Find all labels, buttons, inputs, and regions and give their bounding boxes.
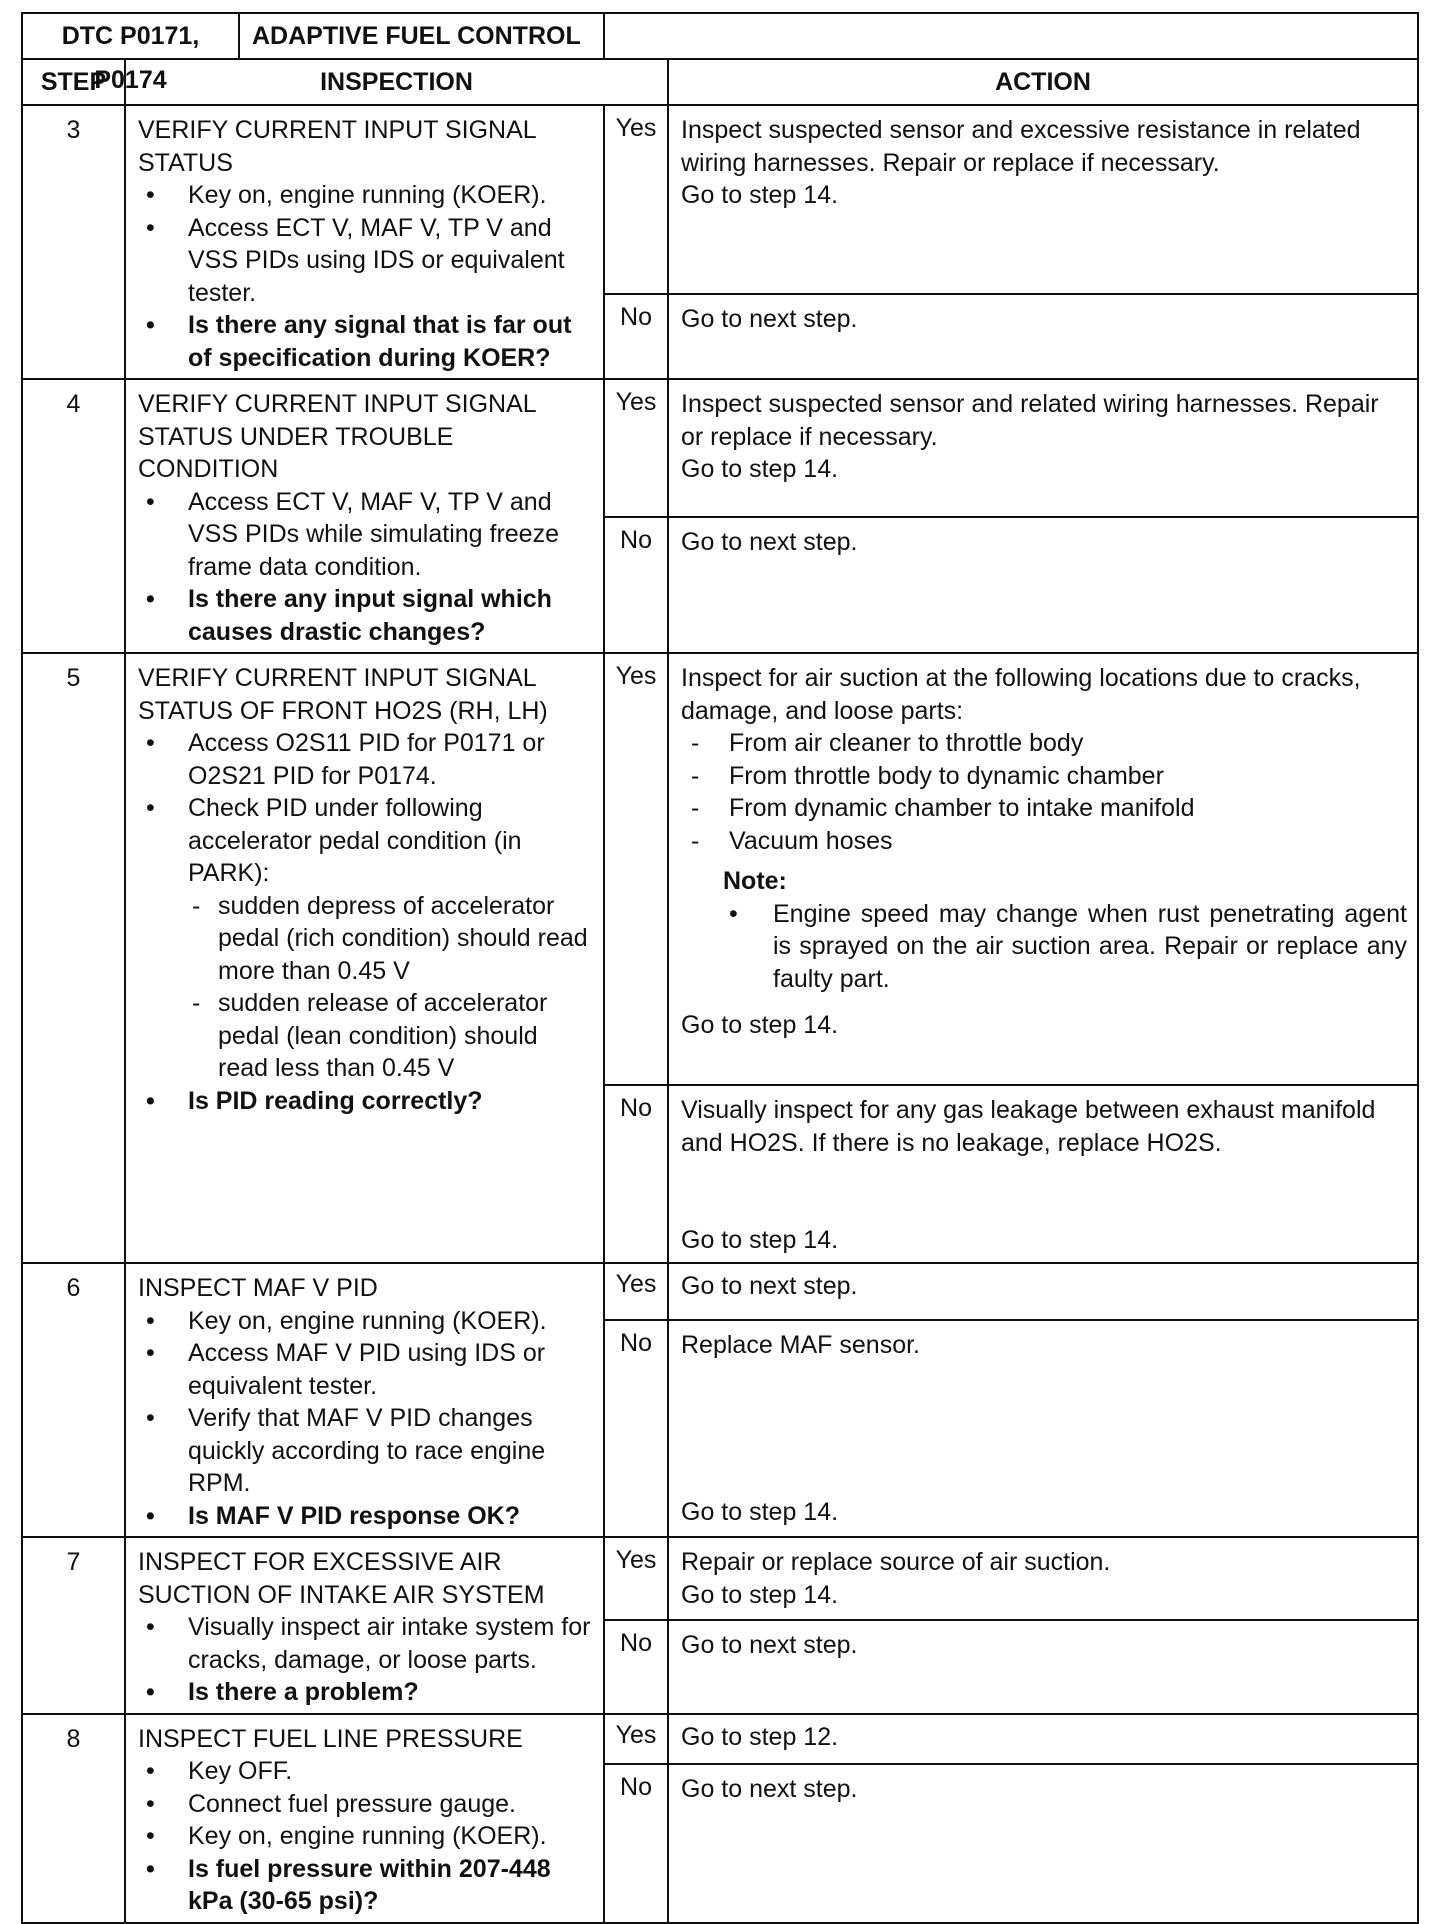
inspection-title: INSPECT FOR EXCESSIVE AIR SUCTION OF INTAKE AIR SYSTEM (138, 1548, 545, 1609)
yes-action: Go to step 12. (668, 1714, 1418, 1764)
table-row-step-4 (22, 379, 1418, 517)
inspection-title: VERIFY CURRENT INPUT SIGNAL STATUS UNDER TROUBLE CONDITION (138, 390, 536, 483)
yes-label: Yes (604, 653, 668, 1085)
inspection-bullet: • Access ECT V, MAF V, TP V and VSS PIDs while simulating freeze frame data condition. (138, 486, 593, 584)
inspection-bullet: • Access MAF V PID using IDS or equivalent tester. (138, 1337, 593, 1402)
yes-label: Yes (604, 379, 668, 517)
note-text: • Engine speed may change when rust penetrating agent is sprayed on the air suction area. Repair or replace any faulty part. (681, 898, 1407, 996)
inspection-title: INSPECT FUEL LINE PRESSURE (138, 1724, 523, 1753)
inspection-sub-item: - sudden release of accelerator pedal (lean condition) should read less than 0.45 V (138, 987, 593, 1085)
table-row-step-5 (22, 653, 1418, 1085)
inspection-bullet: • Access O2S11 PID for P0171 or O2S21 PID for P0174. (138, 727, 593, 792)
goto-text: Go to step 14. (681, 455, 839, 483)
action-text: Inspect for air suction at the following locations due to cracks, damage, and loose parts: (681, 664, 1361, 725)
location-item: - From dynamic chamber to intake manifold (681, 792, 1407, 825)
no-action: Go to next step. (668, 517, 1418, 653)
goto-text: Go to step 14. (681, 181, 839, 209)
inspection-question: • Is there a problem? (138, 1676, 593, 1709)
inspection-column-header: INSPECTION (125, 59, 668, 105)
procedure-title: ADAPTIVE FUEL CONTROL (252, 21, 581, 50)
inspection-question: • Is there any input signal which causes drastic changes? (138, 583, 593, 648)
inspection-bullet: • Connect fuel pressure gauge. (138, 1788, 593, 1821)
inspection-bullet: • Key on, engine running (KOER). (138, 1820, 593, 1853)
table-row-step-8 (22, 1714, 1418, 1764)
inspection-sub-item: - sudden depress of accelerator pedal (rich condition) should read more than 0.45 V (138, 890, 593, 988)
table-row-step-6 (22, 1263, 1418, 1320)
yes-action (668, 1537, 1418, 1620)
step-number: 7 (22, 1537, 125, 1714)
action-text: Inspect suspected sensor and related wiring harnesses. Repair or replace if necessary. (681, 390, 1379, 451)
no-action (668, 1320, 1418, 1537)
no-label: No (604, 1320, 668, 1537)
no-action: Go to next step. (668, 1764, 1418, 1923)
column-header-row (22, 59, 1418, 105)
goto-text: Go to step 14. (681, 1580, 839, 1609)
inspection-bullet: • Key on, engine running (KOER). (138, 1305, 593, 1338)
location-item: - Vacuum hoses (681, 825, 1407, 858)
inspection-bullet: • Visually inspect air intake system for cracks, damage, or loose parts. (138, 1611, 593, 1676)
note-title: Note: (723, 867, 787, 895)
yes-label: Yes (604, 1537, 668, 1620)
inspection-question: • Is there any signal that is far out of specification during KOER? (138, 309, 593, 374)
inspection-title: VERIFY CURRENT INPUT SIGNAL STATUS (138, 116, 536, 177)
inspection-bullet: • Key on, engine running (KOER). (138, 179, 593, 212)
diagnostic-table (21, 12, 1419, 1924)
step-column-header: STEP (22, 59, 125, 105)
no-action: Go to next step. (668, 1620, 1418, 1713)
yes-label: Yes (604, 1714, 668, 1764)
no-action: Go to next step. (668, 294, 1418, 379)
inspection-question: • Is MAF V PID response OK? (138, 1500, 593, 1533)
inspection-cell (125, 1537, 604, 1714)
action-text: Repair or replace source of air suction. (681, 1548, 1111, 1576)
inspection-cell (125, 1714, 604, 1923)
location-item: - From air cleaner to throttle body (681, 727, 1407, 760)
step-number: 3 (22, 105, 125, 379)
inspection-cell (125, 653, 604, 1263)
yes-action: Go to next step. (668, 1263, 1418, 1320)
table-title-row (22, 13, 1418, 59)
table-row-step-7 (22, 1537, 1418, 1620)
no-label: No (604, 1620, 668, 1713)
action-text: Visually inspect for any gas leakage between exhaust manifold and HO2S. If there is no leakage, replace HO2S. (681, 1096, 1376, 1157)
no-action (668, 1085, 1418, 1263)
action-column-header: ACTION (668, 59, 1418, 105)
inspection-bullet: • Key OFF. (138, 1755, 593, 1788)
no-label: No (604, 294, 668, 379)
action-text: Replace MAF sensor. (681, 1331, 920, 1360)
inspection-title: INSPECT MAF V PID (138, 1274, 378, 1302)
yes-action (668, 105, 1418, 294)
no-label: No (604, 1085, 668, 1263)
no-label: No (604, 1764, 668, 1923)
inspection-question: • Is PID reading correctly? (138, 1085, 593, 1118)
no-label: No (604, 517, 668, 653)
step-number: 6 (22, 1263, 125, 1537)
yes-action (668, 653, 1418, 1085)
diagnostic-procedure-document (21, 12, 1417, 1924)
inspection-bullet: • Check PID under following accelerator pedal condition (in PARK): (138, 792, 593, 890)
step-number: 4 (22, 379, 125, 653)
inspection-cell (125, 1263, 604, 1537)
inspection-bullet: • Access ECT V, MAF V, TP V and VSS PIDs using IDS or equivalent tester. (138, 212, 593, 310)
step-number: 8 (22, 1714, 125, 1923)
dtc-code-label: DTC P0171, P0174 (23, 14, 240, 58)
goto-text: Go to step 14. (681, 1225, 839, 1254)
yes-label: Yes (604, 105, 668, 294)
goto-text: Go to step 14. (681, 1011, 839, 1039)
action-text: Inspect suspected sensor and excessive resistance in related wiring harnesses. Repair or replace if necessary. (681, 116, 1361, 177)
inspection-cell (125, 379, 604, 653)
inspection-cell (125, 105, 604, 379)
yes-action (668, 379, 1418, 517)
goto-text: Go to step 14. (681, 1497, 839, 1526)
inspection-question: • Is fuel pressure within 207-448 kPa (30-65 psi)? (138, 1853, 593, 1918)
step-number: 5 (22, 653, 125, 1263)
inspection-title: VERIFY CURRENT INPUT SIGNAL STATUS OF FRONT HO2S (RH, LH) (138, 664, 548, 725)
yes-label: Yes (604, 1263, 668, 1320)
location-item: - From throttle body to dynamic chamber (681, 760, 1407, 793)
table-row-step-3 (22, 105, 1418, 294)
inspection-bullet: • Verify that MAF V PID changes quickly according to race engine RPM. (138, 1402, 593, 1500)
